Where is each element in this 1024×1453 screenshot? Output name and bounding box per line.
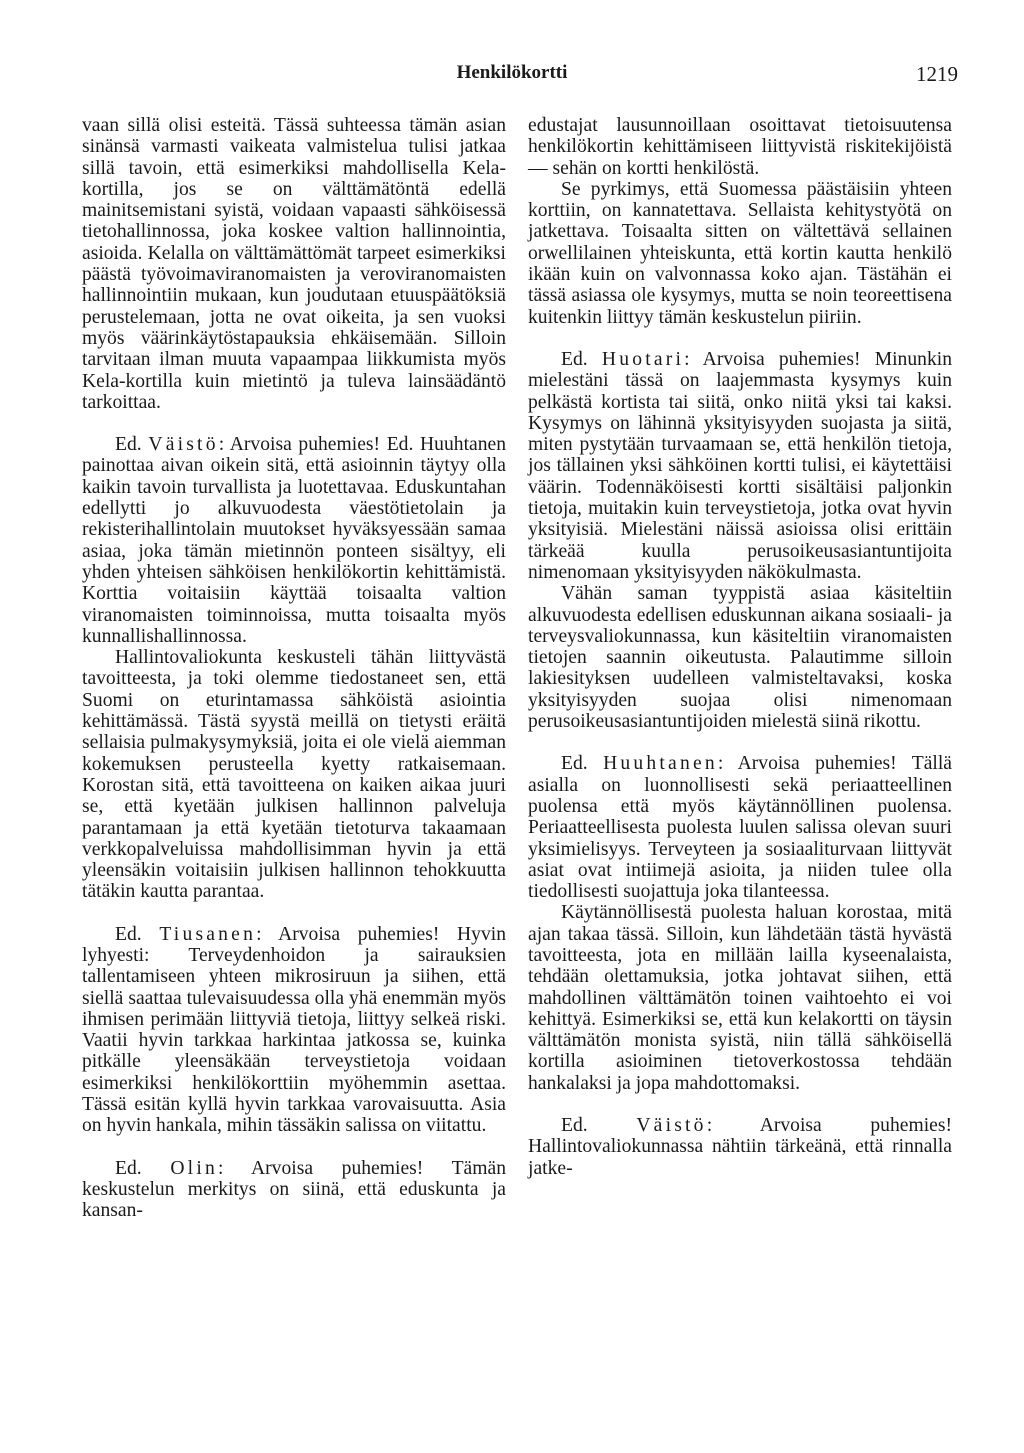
- paragraph: vaan sillä olisi esteitä. Tässä suhteessa tämän asian sinänsä varmasti vaikeata valmistelua tulisi jatkaa sillä tavoin, että esimerkiksi mahdollisella Kela-kortilla, jos se on välttämätöntä edellä mainitsemistani syistä, voidaan vapaasti sähköisessä tietohallinnossa, joka koskee valtion hallinnointia, asioida. Kelalla on välttämättömät tarpeet esimerkiksi päästä työvoimaviranomaisten ja veroviranomaisten hallinnointiin mukaan, kun joudutaan etuuspäätöksiä perustelemaan, jotta ne ovat oikeita, ja sen vuoksi myös väärinkäytöstapauksia ehkäisemään. Silloin tarvitaan ilman muuta vapaampaa liikkumista myös Kela-kortilla kuin mietintö ja tuleva lainsäädäntö tarkoittaa.: [82, 115, 506, 413]
- ed-label: Ed.: [561, 753, 588, 775]
- speech-paragraph: [528, 1115, 952, 1179]
- paragraph: edustajat lausunnoillaan osoittavat tietoisuutensa henkilökortin kehittämiseen liittyvistä riskitekijöistä — sehän on kortti henkilöstä.: [528, 115, 952, 179]
- speech-paragraph: [528, 753, 952, 902]
- speech-text: : Arvoisa puhemies! Tällä asialla on luonnollisesti sekä periaatteellinen puolensa että myös käytännöllinen puolensa. Periaatteellisesta puolesta luulen salissa olevan suuri yksimielisyys. Terveyteen ja sosiaaliturvaan liittyvät asiat ovat intiimejä asioita, ja niiden tulee olla tiedollisesti suojattuja joka tilanteessa.: [528, 753, 952, 903]
- left-column: [82, 115, 506, 1222]
- ed-label: Ed.: [115, 923, 142, 945]
- speaker-name: Väistö: [148, 434, 219, 456]
- speech-text: : Arvoisa puhemies! Minunkin mielestäni tässä on laajemmasta kysymys kuin pelkästä kortista tai siitä, onko niitä yksi tai kaksi. Kysymys on lähinnä yksityisyyden suojasta ja siitä, miten pystytään turvaamaan se, että henkilön tietoja, jos tällainen yksi sähköinen kortti tulisi, ei käytettäisi väärin. Todennäköisesti kortti sisältäisi paljonkin tietoja, muitakin kuin terveystietoja, jotka ovat hyvin yksityisiä. Mielestäni näissä asioissa olisi erittäin tärkeää kuulla perusoikeusasiantuntijoita nimenomaan yksityisyyden näkökulmasta.: [528, 348, 952, 583]
- speaker-name: Olin: [170, 1157, 218, 1179]
- paragraph: Vähän saman tyyppistä asiaa käsiteltiin alkuvuodesta edellisen eduskunnan aikana sosiaali- ja terveysvaliokunnassa, kun käsiteltiin viranomaisten tietojen saannin oikeutusta. Palautimme silloin lakiesityksen uudelleen valmisteltavaksi, koska yksityisyyden suojaa olisi nimenomaan perusoikeusasiantuntijoiden mielestä siinä rikottu.: [528, 583, 952, 733]
- ed-label: Ed.: [115, 1157, 142, 1179]
- ed-label: Ed.: [561, 1115, 588, 1137]
- running-title: Henkilökortti: [456, 62, 568, 83]
- speech-text: : Arvoisa puhemies! Tämän keskustelun merkitys on siinä, että eduskunta ja kansan-: [82, 1157, 506, 1222]
- speech-text: : Arvoisa puhemies! Hyvin lyhyesti: Terveydenhoidon ja sairauksien tallentamiseen yhteen mikrosiruun ja siihen, että siellä saattaa tulevaisuudessa olla yhä enemmän myös ihmisen perimään liittyviä tietoja, liittyy selkeä riski. Vaatii hyvin tarkkaa harkintaa jatkossa se, kuinka pitkälle yleensäkään terveystietoja voidaan esimerkiksi henkilökorttiin myöhemmin asettaa. Tässä esitän kyllä hyvin tarkkaa varovaisuutta. Asia on hyvin hankala, mihin tässäkin salissa on viitattu.: [82, 923, 506, 1137]
- right-column: [528, 115, 952, 1179]
- ed-label: Ed.: [115, 434, 142, 456]
- speaker-name: Väistö: [636, 1115, 707, 1137]
- speech-text: : Arvoisa puhemies! Hallintovaliokunnassa nähtiin tärkeänä, että rinnalla jatke-: [528, 1115, 952, 1179]
- page-number: 1219: [916, 62, 958, 86]
- speaker-name: Huuhtanen: [603, 753, 718, 775]
- speaker-name: Tiusanen: [159, 923, 257, 945]
- speech-paragraph: [82, 434, 506, 647]
- speech-text: : Arvoisa puhemies! Ed. Huuhtanen painottaa aivan oikein sitä, että asioinnin täytyy olla kaikin tavoin turvallista ja luotettavaa. Eduskuntahan edellytti jo alkuvuodesta väestötietolain ja rekisterihallintolain muutokset hyväksyessään samaa asiaa, joka tämän mietinnön ponteen sisältyy, eli yhden yhteisen sähköisen henkilökortin kehittämistä. Korttia voitaisiin käyttää toisaalta valtion viranomaisten toiminnoissa, mutta toisaalta myös kunnallishallinnossa.: [82, 434, 506, 647]
- paragraph: Hallintovaliokunta keskusteli tähän liittyvästä tavoitteesta, ja toki olemme tiedostaneet sen, että Suomi on eturintamassa sähköistä asiointia kehittämässä. Tästä syystä meillä on tietysti eräitä sellaisia pulmakysymyksiä, joita ei ole vielä aiemman kokemuksen perusteella kyetty ratkaisemaan. Korostan sitä, että tavoitteena on kaiken aikaa juuri se, että kyetään julkisen hallinnon palveluja parantamaan ja että kyetään tietoturva takaamaan verkkopalveluissa mahdollisimman hyvin ja että yleensäkin voitaisiin julkisen hallinnon tehokkuutta tätäkin kautta parantaa.: [82, 647, 506, 903]
- ed-label: Ed.: [561, 348, 588, 370]
- page-header: [0, 62, 1024, 92]
- paragraph: Se pyrkimys, että Suomessa päästäisiin yhteen korttiin, on kannatettava. Sellaista kehitystyötä on jatkettava. Toisaalta sitten on vältettävä sellainen orwellilainen yhteiskunta, että kortin kautta henkilö ikään kuin on valvonnassa koko ajan. Tästähän ei tässä asiassa ole kysymys, mutta se noin teoreettisena kuitenkin liittyy tämän keskustelun piiriin.: [528, 178, 952, 328]
- speaker-name: Huotari: [601, 348, 685, 370]
- speech-paragraph: [82, 1158, 506, 1222]
- speech-paragraph: [528, 349, 952, 583]
- paragraph: Käytännöllisestä puolesta haluan korostaa, mitä ajan takaa tässä. Silloin, kun lähdetään tästä hyvästä tavoitteesta, jota en millään lailla kyseenalaista, tehdään olettamuksia, jotka johtavat siihen, että mahdollinen välttämätön toinen vaihtoehto ei voi kehittyä. Esimerkiksi se, että kun kelakortti on täysin välttämätön monista syistä, niin tällä sähköisellä kortilla asioiminen tietoverkostossa tehdään hankalaksi ja jopa mahdottomaksi.: [528, 902, 952, 1094]
- speech-paragraph: [82, 924, 506, 1137]
